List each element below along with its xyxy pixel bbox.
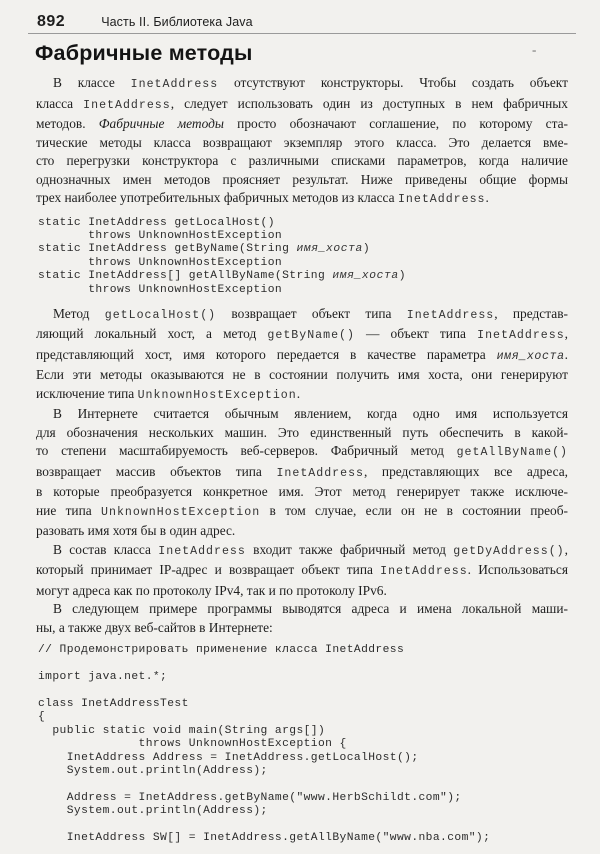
text-line: Если эти методы оказываются не в состоянии получить имя хоста, они генерируют <box>36 367 568 383</box>
text-line: Address = InetAddress.getByName("www.HerbSchildt.com"); <box>38 791 462 804</box>
paragraph <box>36 74 568 210</box>
code-block <box>38 644 568 845</box>
text-line: исключение типа UnknownHostException. <box>36 385 301 402</box>
text-line: для обозначения нескольких машин. Это единственный путь обеспечить в какой- <box>36 424 568 440</box>
text-line: throws UnknownHostException <box>38 229 283 242</box>
text-line: static InetAddress getLocalHost() <box>38 216 275 229</box>
text-line: трех наиболее употребительных фабричных методов из класса InetAddress. <box>36 190 489 206</box>
text-line: ние типа UnknownHostException в том случае, если он не в состоянии преоб- <box>36 502 568 519</box>
text-line: static InetAddress[] getAllByName(String имя_хоста) <box>38 270 406 283</box>
text-line: В Интернете считается обычным явлением, когда одно имя используется <box>53 406 568 422</box>
text-line: static InetAddress getByName(String имя_хоста) <box>38 243 371 256</box>
text-line: разовать имя хотя бы в один адрес. <box>36 523 236 539</box>
text-line: который принимает IP-адрес и возвращает объект типа InetAddress. Использоваться <box>36 562 568 579</box>
paragraph <box>36 541 568 601</box>
text-line <box>38 779 568 792</box>
paragraph <box>36 600 568 637</box>
text-line: однозначных имен методов проясняет результат. Ниже приведены общие формы <box>36 171 568 187</box>
content-blocks <box>36 74 568 854</box>
text-line: // Продемонстрировать применение класса InetAddress <box>38 644 405 657</box>
code-block <box>38 217 568 297</box>
text-line: ляющий локальный хост, а метод getByName() — объект типа InetAddress, <box>36 326 569 343</box>
text-line: В классе InetAddress отсутствуют конструкторы. Чтобы создать объект <box>53 75 568 91</box>
paragraph <box>36 305 568 406</box>
text-line: System.out.println(Address); <box>38 805 268 818</box>
text-line: могут адреса как по протоколу IPv4, так и по протоколу IPv6. <box>36 582 387 598</box>
text-line: throws UnknownHostException <box>38 256 283 269</box>
text-line: методов. Фабричные методы просто обозначают соглашение, по которому ста- <box>36 116 568 131</box>
text-line: представляющий хост, имя которого передается в качестве параметра имя_хоста. <box>36 346 568 363</box>
text-line: класса InetAddress, следует использовать один из доступных в нем фабричных <box>36 95 568 112</box>
running-head-text: Часть II. Библиотека Java <box>101 15 253 29</box>
text-line: то степени масштабируемость веб-серверов. Фабричный метод getAllByName() <box>36 443 568 460</box>
text-line: Метод getLocalHost() возвращает объект типа InetAddress, представ- <box>53 305 568 322</box>
text-line: сто перегрузки конструктора с различными списками параметров, когда наличие <box>36 153 568 168</box>
text-line: { <box>38 711 46 724</box>
running-header <box>37 13 572 31</box>
text-line: throws UnknownHostException <box>38 283 283 296</box>
text-line: throws UnknownHostException { <box>38 738 347 751</box>
text-line: InetAddress Address = InetAddress.getLocalHost(); <box>38 751 419 764</box>
text-line: В состав класса InetAddress входит также фабричный метод getDyAddress(), <box>53 541 568 558</box>
text-line: ны, а также двух веб-сайтов в Интернете: <box>36 619 273 635</box>
text-line: System.out.println(Address); <box>38 765 268 778</box>
header-rule <box>28 33 576 34</box>
section-title: Фабричные методы <box>35 41 253 65</box>
page-number: 892 <box>37 13 66 30</box>
text-line: В следующем примере программы выводятся адреса и имена локальной маши- <box>53 601 568 617</box>
text-line: class InetAddressTest <box>38 698 189 711</box>
margin-artifact-dash: - <box>532 42 537 57</box>
text-line: тические методы класса возвращают экземпляр этого класса. Это делается вме- <box>36 134 568 150</box>
text-line: в которые преобразуется конкретное имя. Этот метод генерирует также исключе- <box>36 484 568 500</box>
text-line: возвращает массив объектов типа InetAddress, представляющих все адреса, <box>36 463 568 480</box>
text-line <box>38 658 568 671</box>
text-line <box>38 685 568 698</box>
text-line: public static void main(String args[]) <box>38 724 326 737</box>
text-line: import java.net.*; <box>38 671 168 684</box>
paragraph <box>36 405 568 541</box>
text-line: InetAddress SW[] = InetAddress.getAllByName("www.nba.com"); <box>38 832 491 845</box>
text-line <box>38 819 568 832</box>
